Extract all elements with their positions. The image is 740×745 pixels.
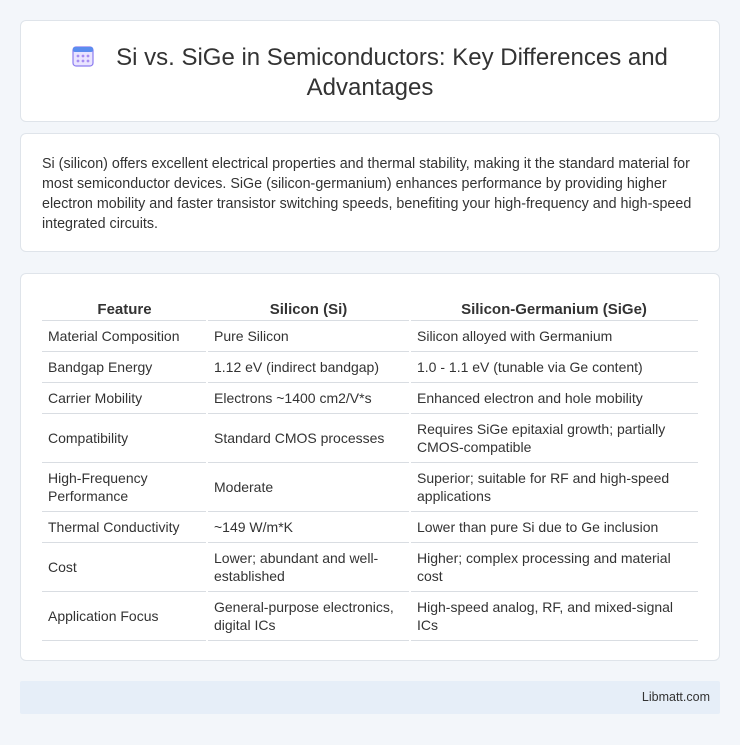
table-row (42, 462, 698, 511)
header-feature: Feature (42, 294, 207, 320)
page-title-wrap (21, 43, 719, 103)
table-row (42, 382, 698, 413)
cell-sige: Requires SiGe epitaxial growth; partially CMOS-compatible (410, 413, 698, 462)
cell-silicon: ~149 W/m*K (207, 511, 410, 542)
table-header-row (42, 294, 698, 320)
cell-feature: Application Focus (42, 591, 207, 640)
cell-feature: High-Frequency Performance (42, 462, 207, 511)
cell-sige: Lower than pure Si due to Ge inclusion (410, 511, 698, 542)
cell-feature: Compatibility (42, 413, 207, 462)
table-row (42, 542, 698, 591)
footer-bar (20, 681, 720, 714)
cell-sige: Higher; complex processing and material cost (410, 542, 698, 591)
comparison-table (42, 294, 698, 641)
cell-sige: Silicon alloyed with Germanium (410, 320, 698, 351)
intro-paragraph: Si (silicon) offers excellent electrical properties and thermal stability, making it the standard material for most semiconductor devices. SiGe (silicon-germanium) enhances performance by providing higher electron mobility and faster transistor switching speeds, benefiting your high-frequency and high-speed integrated circuits. (42, 156, 692, 232)
cell-sige: High-speed analog, RF, and mixed-signal ICs (410, 591, 698, 640)
cell-silicon: Lower; abundant and well-established (207, 542, 410, 591)
cell-silicon: Standard CMOS processes (207, 413, 410, 462)
page-title: Si vs. SiGe in Semiconductors: Key Differences and Advantages (116, 44, 668, 101)
cell-silicon: Electrons ~1400 cm2/V*s (207, 382, 410, 413)
table-row (42, 591, 698, 640)
cell-sige: Enhanced electron and hole mobility (410, 382, 698, 413)
cell-feature: Thermal Conductivity (42, 511, 207, 542)
cell-silicon: Pure Silicon (207, 320, 410, 351)
cell-sige: Superior; suitable for RF and high-speed applications (410, 462, 698, 511)
cell-silicon: General-purpose electronics, digital ICs (207, 591, 410, 640)
comparison-card (20, 273, 720, 661)
cell-feature: Cost (42, 542, 207, 591)
footer-brand-link[interactable]: Libmatt.com (641, 690, 710, 704)
table-row (42, 320, 698, 351)
title-card (20, 20, 720, 122)
intro-card (20, 133, 720, 252)
calendar-icon (72, 45, 94, 67)
table-row (42, 413, 698, 462)
header-silicon: Silicon (Si) (207, 294, 410, 320)
cell-silicon: 1.12 eV (indirect bandgap) (207, 351, 410, 382)
table-row (42, 351, 698, 382)
table-row (42, 511, 698, 542)
cell-feature: Carrier Mobility (42, 382, 207, 413)
header-sige: Silicon-Germanium (SiGe) (410, 294, 698, 320)
cell-silicon: Moderate (207, 462, 410, 511)
cell-sige: 1.0 - 1.1 eV (tunable via Ge content) (410, 351, 698, 382)
cell-feature: Bandgap Energy (42, 351, 207, 382)
cell-feature: Material Composition (42, 320, 207, 351)
